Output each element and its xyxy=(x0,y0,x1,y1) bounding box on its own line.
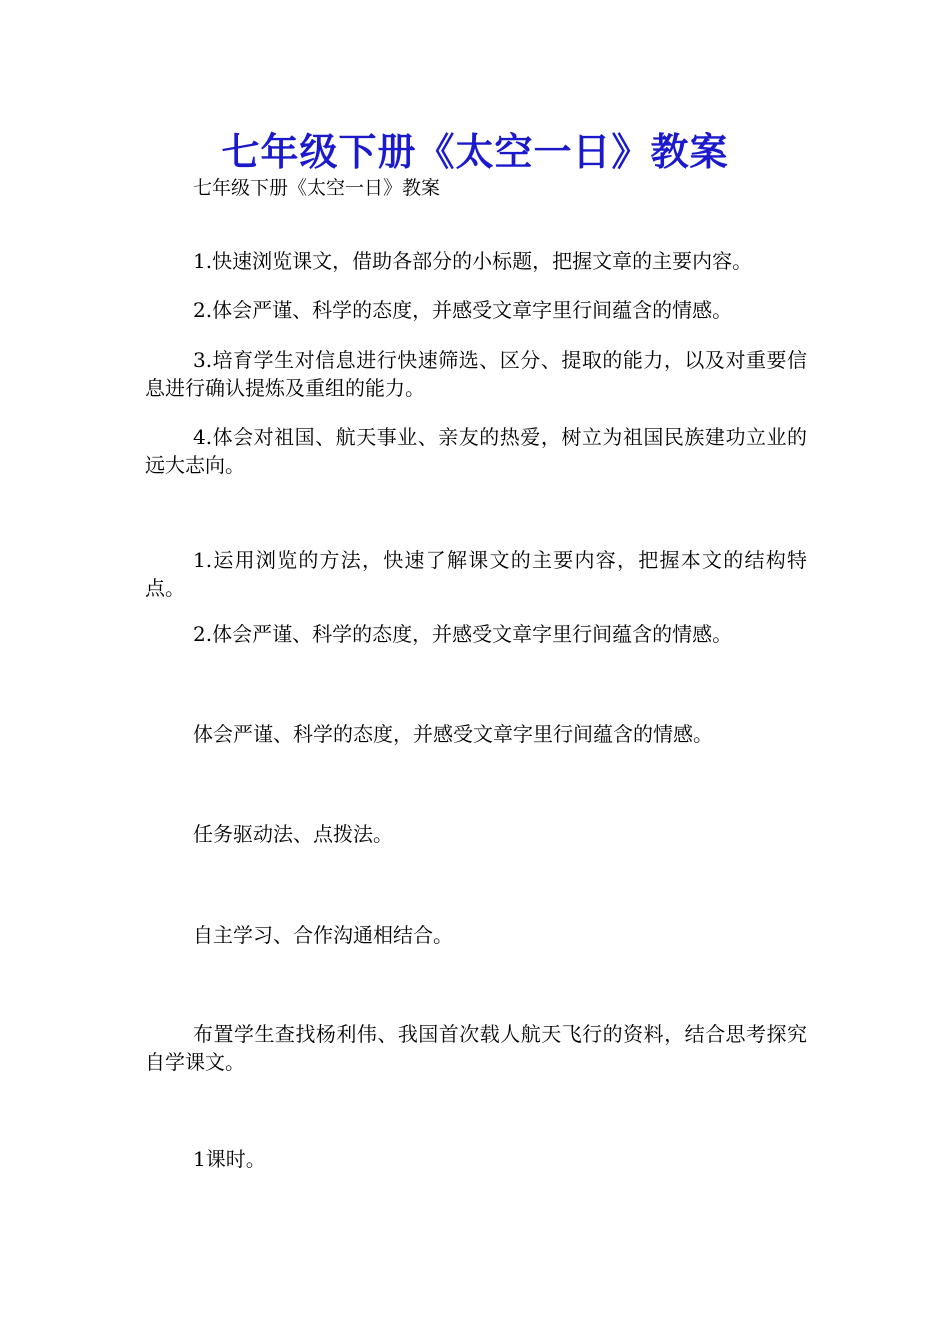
difficulty-paragraph: 体会严谨、科学的态度，并感受文章字里行间蕴含的情感。 xyxy=(193,722,713,746)
class-hours-paragraph: 1课时。 xyxy=(193,1147,266,1171)
document-subtitle: 七年级下册《太空一日》教案 xyxy=(193,177,441,199)
document-title: 七年级下册《太空一日》教案 xyxy=(221,129,729,174)
objective-paragraph-1: 1.快速浏览课文，借助各部分的小标题，把握文章的主要内容。 xyxy=(193,249,753,273)
key-point-paragraph-1: 1.运用浏览的方法，快速了解课文的主要内容，把握本文的结构特点。 xyxy=(145,548,807,600)
method-paragraph: 任务驱动法、点拨法。 xyxy=(193,822,393,846)
preparation-paragraph: 布置学生查找杨利伟、我国首次载人航天飞行的资料，结合思考探究自学课文。 xyxy=(145,1022,807,1074)
objective-paragraph-3: 3.培育学生对信息进行快速筛选、区分、提取的能力，以及对重要信息进行确认提炼及重组的能力。 xyxy=(145,348,807,400)
objective-paragraph-2: 2.体会严谨、科学的态度，并感受文章字里行间蕴含的情感。 xyxy=(193,298,733,322)
objective-paragraph-4: 4.体会对祖国、航天事业、亲友的热爱，树立为祖国民族建功立业的远大志向。 xyxy=(145,425,807,477)
key-point-paragraph-2: 2.体会严谨、科学的态度，并感受文章字里行间蕴含的情感。 xyxy=(193,622,733,646)
learning-method-paragraph: 自主学习、合作沟通相结合。 xyxy=(193,923,453,947)
